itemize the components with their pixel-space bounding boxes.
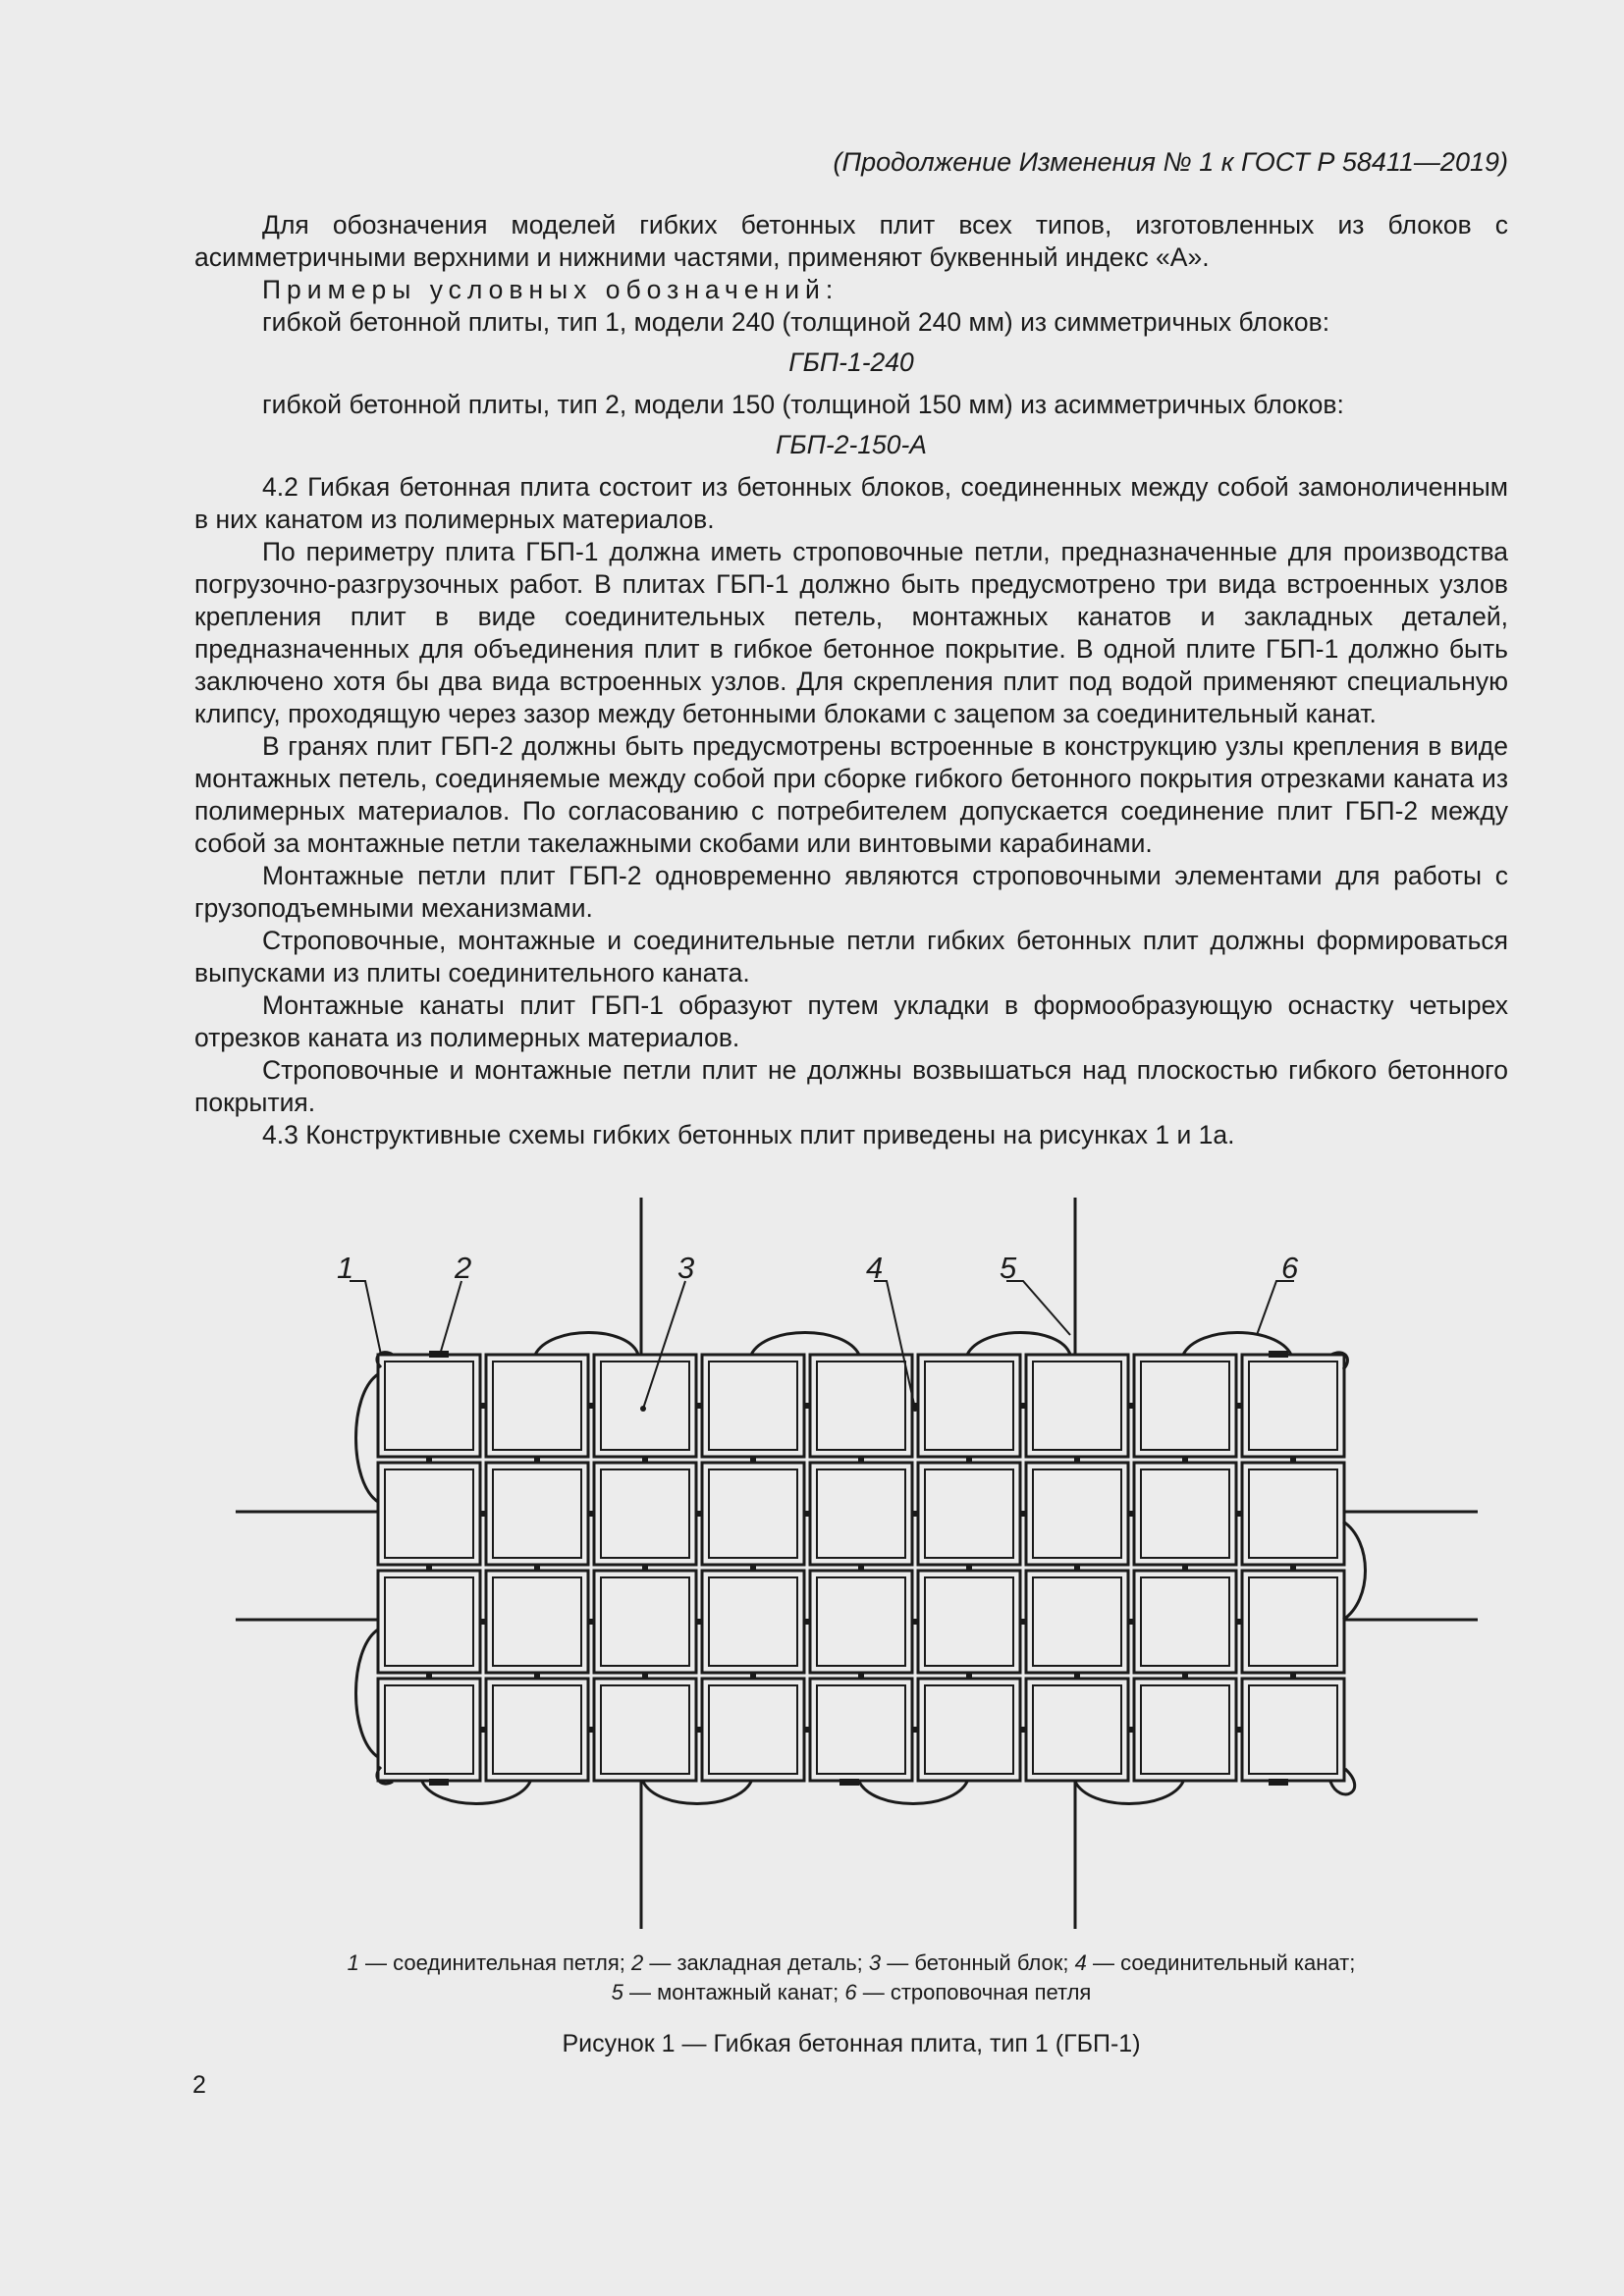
concrete-block-inner <box>925 1362 1013 1450</box>
paragraph: По периметру плита ГБП-1 должна иметь строповочные петли, предназначенные для производства погрузочно-разгрузочных работ. В плитах ГБП-1 должно быть предусмотрено три вида встроенных узлов крепления плит в виде соединительных петель, монтажных канатов и закладных деталей, предназначенных для объединения плит в гибкое бетонное покрытие. В одной плите ГБП-1 должно быть заключено хотя бы два вида встроенных узлов. Для скрепления плит под водой применяют специальную клипсу, проходящую через зазор между бетонными блоками с зацепом за соединительный канат. <box>194 537 1508 728</box>
concrete-block-inner <box>1249 1685 1337 1774</box>
paragraph: В гранях плит ГБП-2 должны быть предусмотрены встроенные в конструкцию узлы крепления в виде монтажных петель, соединяемые между собой при сборке гибкого бетонного покрытия отрезками каната из полимерных материалов. По согласованию с потребителем допускается соединение плит ГБП-2 между собой за монтажные петли такелажными скобами или винтовыми карабинами. <box>194 731 1508 858</box>
concrete-block-inner <box>817 1469 905 1558</box>
concrete-block-inner <box>925 1577 1013 1666</box>
concrete-block-inner <box>385 1362 473 1450</box>
concrete-block <box>918 1355 1020 1457</box>
connecting-loop <box>751 1333 859 1356</box>
rope-link <box>1074 1566 1080 1570</box>
concrete-block-inner <box>925 1685 1013 1774</box>
rope-link <box>913 1619 917 1625</box>
rope-link <box>805 1511 809 1517</box>
rope-link <box>589 1727 593 1733</box>
concrete-block <box>702 1463 804 1565</box>
embedded-part <box>1269 1351 1288 1358</box>
rope-link <box>642 1566 648 1570</box>
concrete-block <box>378 1571 480 1673</box>
rope-link <box>589 1511 593 1517</box>
rope-link <box>1182 1458 1188 1462</box>
concrete-block-inner <box>1033 1577 1121 1666</box>
rope-link <box>426 1674 432 1678</box>
rope-link <box>481 1403 485 1409</box>
concrete-block-inner <box>385 1469 473 1558</box>
rope-link <box>534 1566 540 1570</box>
concrete-block-inner <box>709 1577 797 1666</box>
leader-dot <box>640 1406 646 1412</box>
concrete-block-inner <box>385 1685 473 1774</box>
rope-link <box>1237 1403 1241 1409</box>
rope-link <box>1129 1403 1133 1409</box>
concrete-block <box>378 1463 480 1565</box>
rope-link <box>1129 1619 1133 1625</box>
body-text <box>194 209 1508 1151</box>
concrete-block-inner <box>817 1577 905 1666</box>
rope-link <box>858 1566 864 1570</box>
connecting-loop <box>1343 1522 1366 1620</box>
rope-link <box>1021 1619 1025 1625</box>
rope-link <box>805 1727 809 1733</box>
rope-link <box>1021 1511 1025 1517</box>
concrete-block <box>1026 1679 1128 1781</box>
rope-link <box>858 1458 864 1462</box>
concrete-block <box>918 1679 1020 1781</box>
embedded-part <box>1269 1779 1288 1786</box>
concrete-block-inner <box>493 1577 581 1666</box>
concrete-block <box>810 1355 912 1457</box>
paragraph: 4.3 Конструктивные схемы гибких бетонных плит приведены на рисунках 1 и 1а. <box>262 1120 1235 1149</box>
embedded-part <box>429 1351 449 1358</box>
concrete-block <box>594 1463 696 1565</box>
connecting-loop <box>967 1333 1070 1356</box>
rope-link <box>1237 1619 1241 1625</box>
concrete-block <box>1134 1355 1236 1457</box>
rope-link <box>1021 1727 1025 1733</box>
leader-line <box>1006 1281 1070 1335</box>
concrete-block-inner <box>1033 1362 1121 1450</box>
concrete-block-inner <box>385 1577 473 1666</box>
concrete-block <box>918 1463 1020 1565</box>
running-header: (Продолжение Изменения № 1 к ГОСТ Р 58411—2019) <box>833 147 1508 177</box>
concrete-block <box>702 1355 804 1457</box>
slab-diagram <box>0 1188 1624 1953</box>
rope-link <box>1290 1566 1296 1570</box>
concrete-block-inner <box>493 1362 581 1450</box>
connecting-loop <box>535 1333 638 1356</box>
concrete-block <box>918 1571 1020 1673</box>
leader-line <box>440 1281 461 1355</box>
concrete-block-inner <box>817 1362 905 1450</box>
paragraph: Монтажные петли плит ГБП-2 одновременно являются строповочными элементами для работы с грузоподъемными механизмами. <box>194 861 1508 923</box>
leader-dot <box>912 1406 918 1412</box>
rope-link <box>534 1458 540 1462</box>
concrete-block <box>594 1571 696 1673</box>
rope-link <box>697 1727 701 1733</box>
concrete-block <box>486 1463 588 1565</box>
paragraph: Строповочные и монтажные петли плит не должны возвышаться над плоскостью гибкого бетонного покрытия. <box>194 1055 1508 1117</box>
rope-link <box>589 1619 593 1625</box>
paragraph: Строповочные, монтажные и соединительные петли гибких бетонных плит должны формироваться выпусками из плиты соединительного каната. <box>194 926 1508 988</box>
concrete-block <box>1026 1463 1128 1565</box>
concrete-block-inner <box>925 1469 1013 1558</box>
examples-heading: Примеры условных обозначений: <box>262 275 839 304</box>
callout-5: 5 <box>1000 1251 1017 1285</box>
rope-link <box>1129 1727 1133 1733</box>
rope-link <box>858 1674 864 1678</box>
rope-link <box>1237 1511 1241 1517</box>
concrete-block <box>702 1571 804 1673</box>
callout-3: 3 <box>677 1251 695 1285</box>
figure-legend <box>196 1949 1506 2007</box>
concrete-block <box>1242 1571 1344 1673</box>
concrete-block <box>1026 1571 1128 1673</box>
rope-link <box>481 1727 485 1733</box>
rope-link <box>481 1619 485 1625</box>
concrete-block-inner <box>1141 1577 1229 1666</box>
connecting-loop <box>356 1629 379 1757</box>
callout-6: 6 <box>1281 1251 1299 1285</box>
concrete-block-inner <box>1249 1362 1337 1450</box>
rope-link <box>913 1727 917 1733</box>
rope-link <box>426 1566 432 1570</box>
rope-link <box>1290 1458 1296 1462</box>
concrete-block <box>810 1463 912 1565</box>
rope-link <box>1237 1727 1241 1733</box>
rope-link <box>426 1458 432 1462</box>
embedded-part <box>429 1779 449 1786</box>
rope-link <box>750 1566 756 1570</box>
paragraph: гибкой бетонной плиты, тип 2, модели 150 (толщиной 150 мм) из асимметричных блоков: <box>262 390 1344 419</box>
concrete-block <box>594 1679 696 1781</box>
paragraph: Для обозначения моделей гибких бетонных плит всех типов, изготовленных из блоков с асимметричными верхними и нижними частями, применяют буквенный индекс «А». <box>194 210 1508 272</box>
concrete-block-inner <box>709 1469 797 1558</box>
concrete-block-inner <box>601 1469 689 1558</box>
rope-link <box>1074 1674 1080 1678</box>
concrete-block-inner <box>1141 1685 1229 1774</box>
concrete-block-inner <box>817 1685 905 1774</box>
rope-link <box>1129 1511 1133 1517</box>
concrete-block-inner <box>1141 1362 1229 1450</box>
concrete-block <box>378 1679 480 1781</box>
concrete-block <box>1026 1355 1128 1457</box>
concrete-block <box>1242 1463 1344 1565</box>
paragraph: гибкой бетонной плиты, тип 1, модели 240 (толщиной 240 мм) из симметричных блоков: <box>262 307 1330 337</box>
concrete-block <box>1242 1679 1344 1781</box>
rope-link <box>750 1458 756 1462</box>
concrete-block <box>1242 1355 1344 1457</box>
rope-link <box>966 1566 972 1570</box>
concrete-block <box>702 1679 804 1781</box>
connecting-loop <box>1075 1782 1183 1804</box>
rope-link <box>1074 1458 1080 1462</box>
concrete-block-inner <box>709 1685 797 1774</box>
connecting-loop <box>859 1782 967 1804</box>
callout-4: 4 <box>866 1251 884 1285</box>
concrete-block-inner <box>709 1362 797 1450</box>
rope-link <box>1021 1403 1025 1409</box>
designation-code: ГБП-1-240 <box>788 347 914 377</box>
concrete-block-inner <box>493 1685 581 1774</box>
concrete-block <box>486 1571 588 1673</box>
rope-link <box>642 1458 648 1462</box>
leader-line <box>874 1281 915 1409</box>
leader-line <box>350 1281 381 1355</box>
rope-link <box>805 1619 809 1625</box>
concrete-block-inner <box>493 1469 581 1558</box>
concrete-block-grid <box>378 1355 1344 1781</box>
callout-2: 2 <box>455 1251 472 1285</box>
concrete-block-inner <box>601 1685 689 1774</box>
concrete-block <box>810 1571 912 1673</box>
rope-link <box>642 1674 648 1678</box>
callout-1: 1 <box>337 1251 354 1285</box>
concrete-block-inner <box>601 1577 689 1666</box>
concrete-block-inner <box>1249 1577 1337 1666</box>
rope-link <box>697 1403 701 1409</box>
rope-link <box>913 1511 917 1517</box>
concrete-block-inner <box>1249 1469 1337 1558</box>
rope-link <box>966 1458 972 1462</box>
concrete-block <box>486 1355 588 1457</box>
rope-link <box>1290 1674 1296 1678</box>
rope-link <box>966 1674 972 1678</box>
concrete-block <box>378 1355 480 1457</box>
paragraph: Монтажные канаты плит ГБП-1 образуют путем укладки в формообразующую оснастку четырех отрезков каната из полимерных материалов. <box>194 990 1508 1052</box>
leader-line <box>1257 1281 1294 1335</box>
embedded-part <box>839 1779 859 1786</box>
concrete-block <box>1134 1463 1236 1565</box>
legend-line-2: 5 — монтажный канат; 6 — строповочная петля <box>611 1980 1092 2004</box>
rope-link <box>1182 1674 1188 1678</box>
rope-link <box>750 1674 756 1678</box>
concrete-block <box>1134 1571 1236 1673</box>
concrete-block <box>810 1679 912 1781</box>
connecting-loop <box>356 1374 379 1502</box>
connecting-loop <box>643 1782 751 1804</box>
concrete-block-inner <box>1141 1469 1229 1558</box>
concrete-block <box>486 1679 588 1781</box>
legend-line-1: 1 — соединительная петля; 2 — закладная деталь; 3 — бетонный блок; 4 — соединительный канат; <box>347 1950 1356 1975</box>
rope-link <box>1182 1566 1188 1570</box>
paragraph: 4.2 Гибкая бетонная плита состоит из бетонных блоков, соединенных между собой замоноличенным в них канатом из полимерных материалов. <box>194 472 1508 534</box>
rope-link <box>697 1619 701 1625</box>
rope-link <box>589 1403 593 1409</box>
rope-link <box>697 1511 701 1517</box>
rope-link <box>481 1511 485 1517</box>
leader-line <box>643 1281 685 1409</box>
designation-code: ГБП-2-150-А <box>776 430 927 459</box>
rope-link <box>805 1403 809 1409</box>
rope-link <box>534 1674 540 1678</box>
concrete-block-inner <box>1033 1469 1121 1558</box>
figure-caption: Рисунок 1 — Гибкая бетонная плита, тип 1 (ГБП-1) <box>562 2030 1141 2057</box>
page-number: 2 <box>192 2071 206 2099</box>
concrete-block <box>1134 1679 1236 1781</box>
concrete-block-inner <box>1033 1685 1121 1774</box>
